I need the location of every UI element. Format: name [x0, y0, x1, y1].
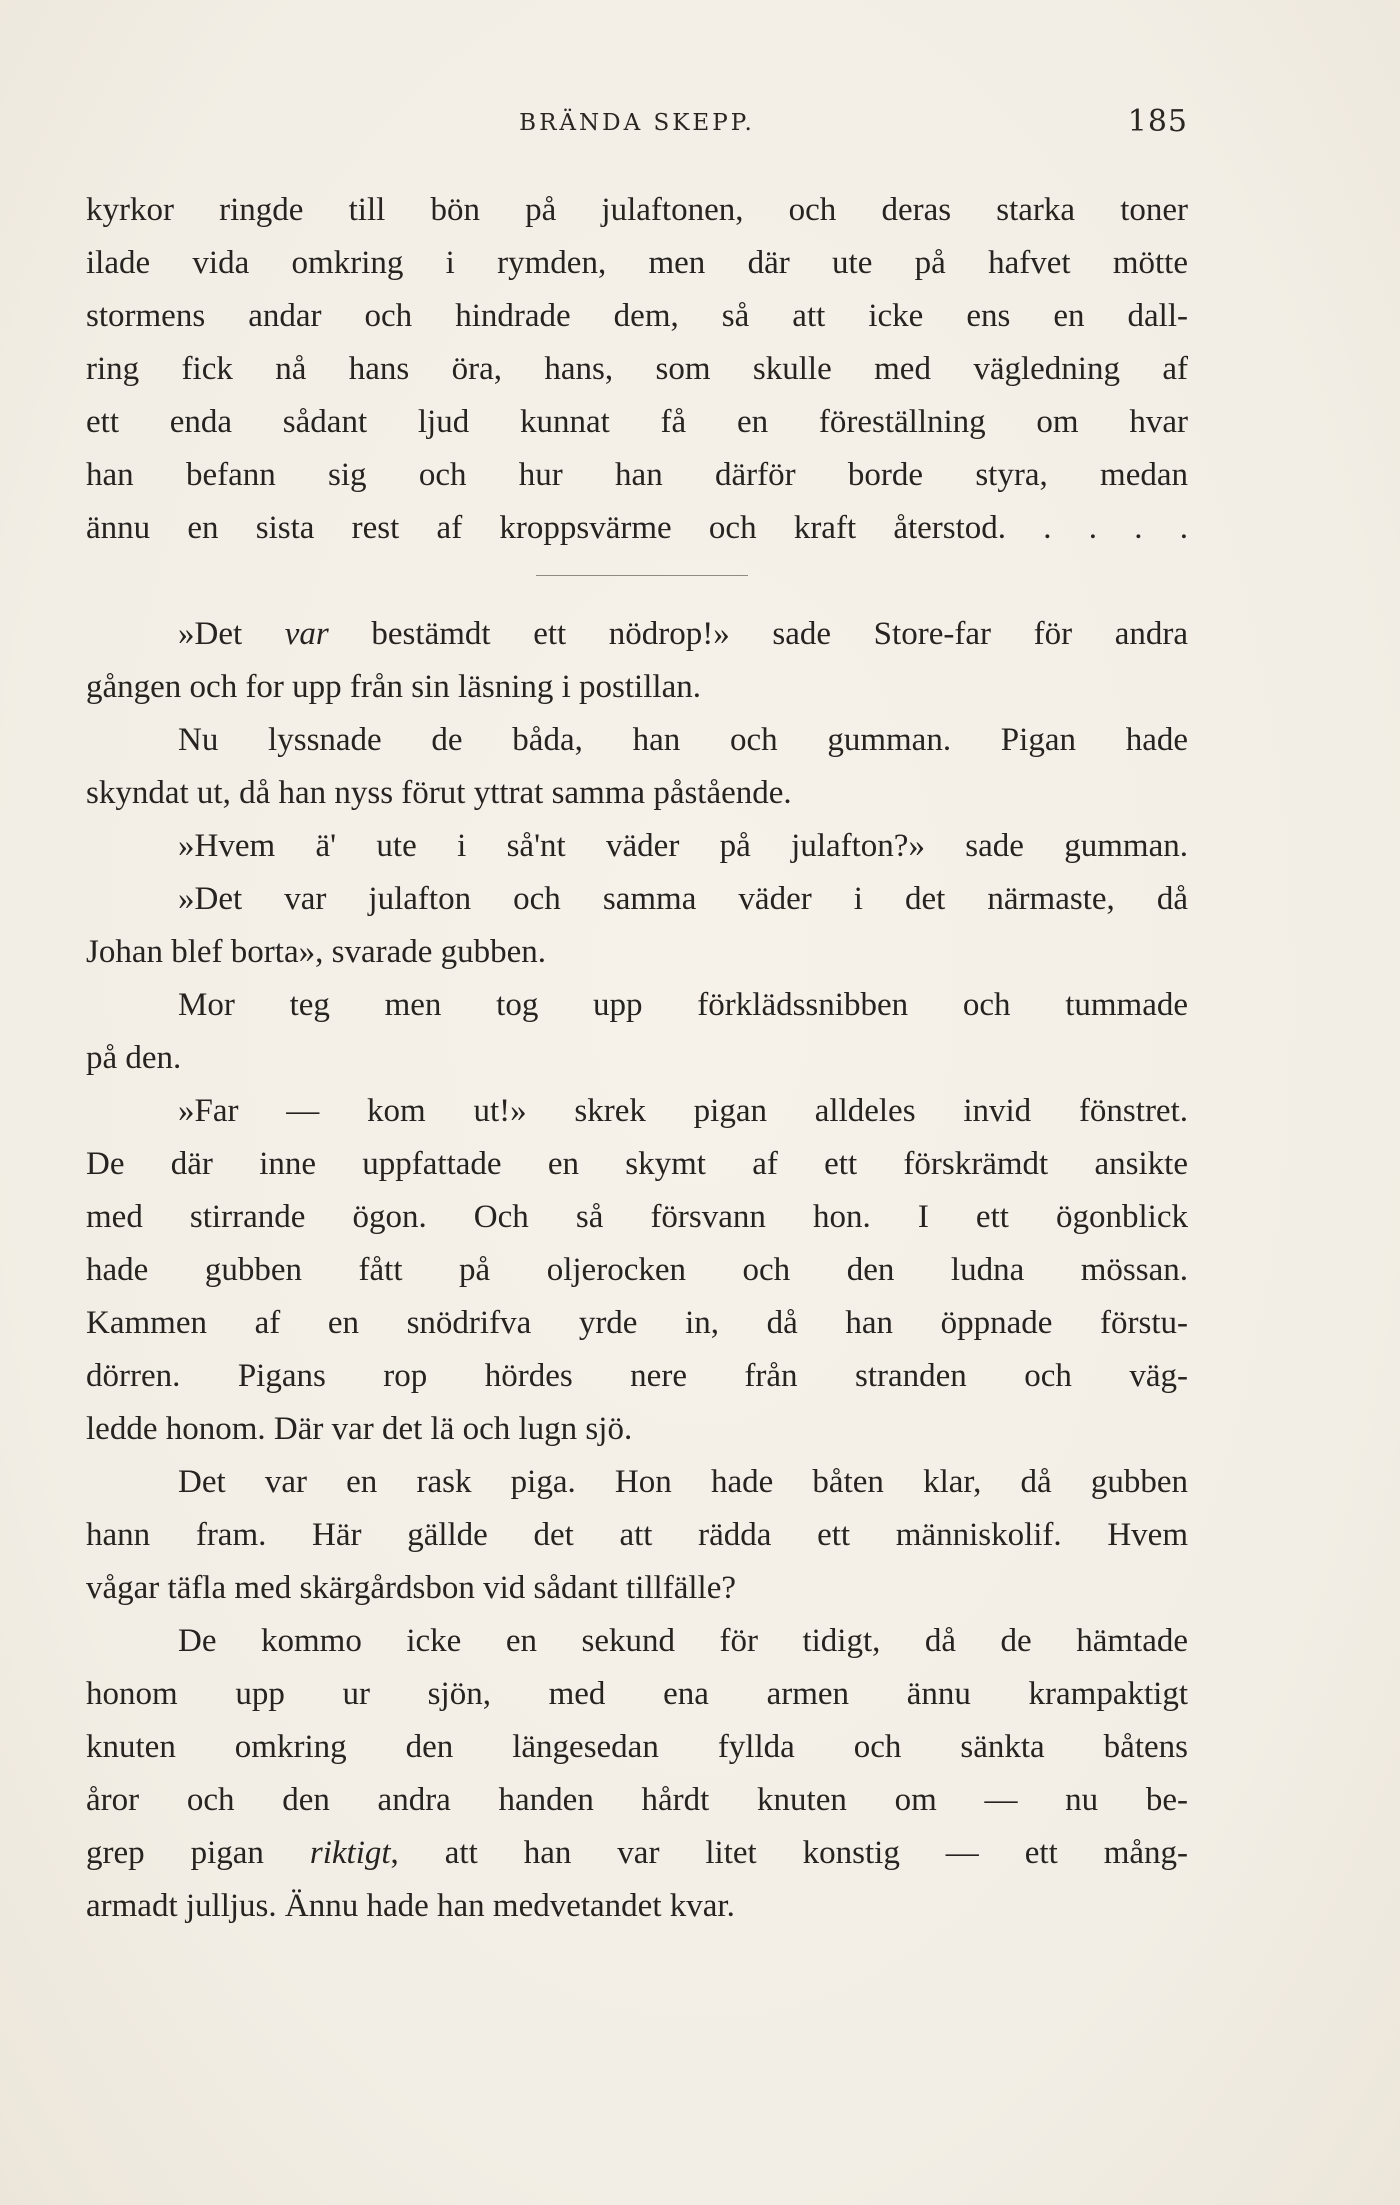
text-line: ännu en sista rest af kroppsvärme och kraft återstod. . . . .	[86, 510, 1188, 546]
text-line: Nu lyssnade de båda, han och gumman. Pigan hade	[178, 722, 1188, 758]
text-line: han befann sig och hur han därför borde styra, medan	[86, 457, 1188, 493]
section-rule	[536, 575, 748, 576]
text-run: »Det	[178, 616, 285, 652]
paragraph	[86, 979, 1188, 1085]
text-line: ring fick nå hans öra, hans, som skulle med vägledning af	[86, 351, 1188, 387]
text-line: ett enda sådant ljud kunnat få en föreställning om hvar	[86, 404, 1188, 440]
text-line: Kammen af en snödrifva yrde in, då han öppnade förstu-	[86, 1305, 1188, 1341]
paragraph	[86, 1615, 1188, 1933]
paragraph	[86, 873, 1188, 979]
text-line: hann fram. Här gällde det att rädda ett människolif. Hvem	[86, 1517, 1188, 1553]
text-line: med stirrande ögon. Och så försvann hon. I ett ögonblick	[86, 1199, 1188, 1235]
text-line: Mor teg men tog upp förklädssnibben och tummade	[178, 987, 1188, 1023]
text-line: ilade vida omkring i rymden, men där ute på hafvet mötte	[86, 245, 1188, 281]
text-run: grep pigan	[86, 1835, 310, 1871]
paragraph	[86, 608, 1188, 714]
text-line: »Far — kom ut!» skrek pigan alldeles invid fönstret.	[178, 1093, 1188, 1129]
text-line: De kommo icke en sekund för tidigt, då de hämtade	[178, 1623, 1188, 1659]
text-line	[86, 608, 1188, 661]
text-line: »Hvem ä' ute i så'nt väder på julafton?» sade gumman.	[178, 828, 1188, 864]
text-line: Johan blef borta», svarade gubben.	[86, 934, 547, 970]
body-text	[86, 184, 1188, 1933]
text-line: gången och for upp från sin läsning i postillan.	[86, 669, 701, 705]
text-line: honom upp ur sjön, med ena armen ännu krampaktigt	[86, 1676, 1188, 1712]
text-line: Det var en rask piga. Hon hade båten klar, då gubben	[178, 1464, 1188, 1500]
paragraph	[86, 714, 1188, 820]
section-break	[86, 555, 1188, 608]
italic-word: riktigt	[309, 1835, 391, 1871]
paragraph	[86, 184, 1188, 555]
text-line: på den.	[86, 1040, 182, 1076]
text-line: knuten omkring den längesedan fyllda och sänkta båtens	[86, 1729, 1188, 1765]
text-line: »Det var julafton och samma väder i det närmaste, då	[178, 881, 1188, 917]
text-line: hade gubben fått på oljerocken och den ludna mössan.	[86, 1252, 1188, 1288]
paragraph	[86, 1456, 1188, 1615]
text-run: , att han var litet konstig — ett mång-	[390, 1835, 1189, 1871]
page-number: 185	[1127, 104, 1188, 139]
text-line: De där inne uppfattade en skymt af ett förskrämdt ansikte	[86, 1146, 1188, 1182]
text-line: stormens andar och hindrade dem, så att icke ens en dall-	[86, 298, 1188, 334]
italic-word: var	[284, 616, 329, 652]
text-line: dörren. Pigans rop hördes nere från stranden och väg-	[86, 1358, 1188, 1394]
text-run: bestämdt ett nödrop!» sade Store-far för andra	[328, 616, 1188, 652]
text-line: ledde honom. Där var det lä och lugn sjö.	[86, 1411, 633, 1447]
running-head	[86, 104, 1188, 144]
running-title: BRÄNDA SKEPP.	[519, 110, 755, 136]
text-line: åror och den andra handen hårdt knuten om — nu be-	[86, 1782, 1188, 1818]
text-line: skyndat ut, då han nyss förut yttrat samma påstående.	[86, 775, 792, 811]
text-line	[86, 1827, 1188, 1880]
text-line: kyrkor ringde till bön på julaftonen, och deras starka toner	[86, 192, 1188, 228]
paragraph	[86, 1085, 1188, 1456]
paragraph	[86, 820, 1188, 873]
text-line: vågar täfla med skärgårdsbon vid sådant tillfälle?	[86, 1570, 736, 1606]
text-line: armadt julljus. Ännu hade han medvetandet kvar.	[86, 1888, 735, 1924]
